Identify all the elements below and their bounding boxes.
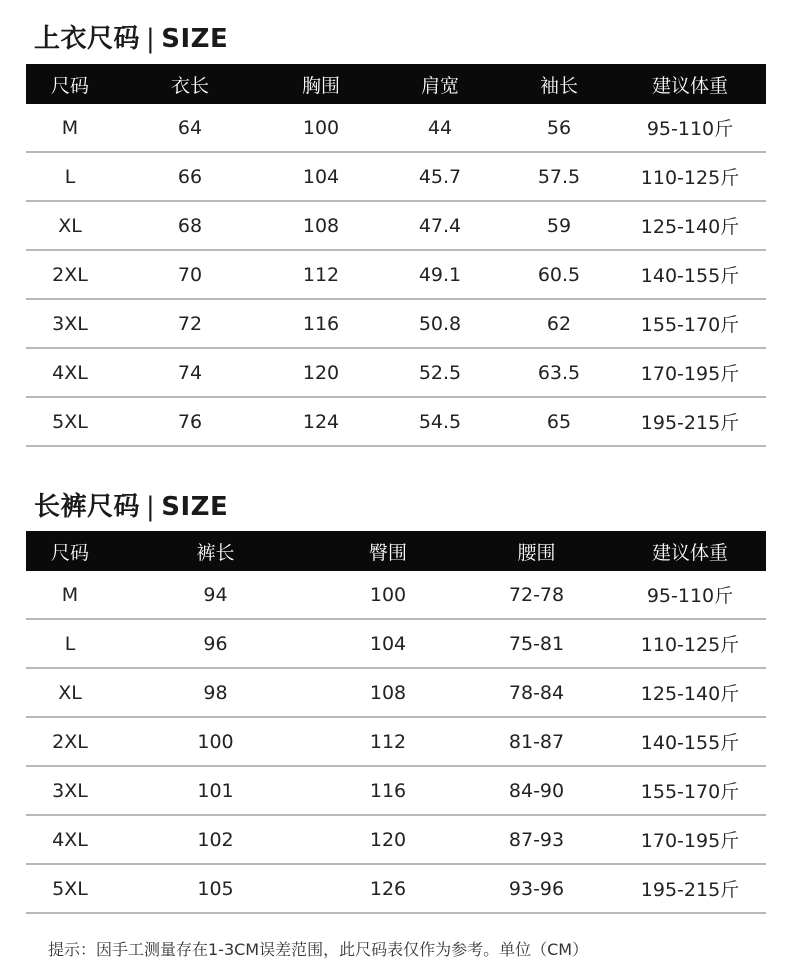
shirt-header-cell: 建议体重	[651, 74, 728, 97]
shirt-table-row	[26, 251, 766, 300]
shirt-table-cell: 110-125斤	[640, 167, 740, 189]
pants-table-header	[26, 531, 766, 571]
pants-table-cell: 4XL	[52, 828, 88, 851]
shirt-table-cell: 100	[302, 116, 340, 139]
shirt-table-cell: 63.5	[537, 361, 581, 384]
pants-size-title	[34, 486, 228, 523]
shirt-table-cell: 49.1	[418, 263, 462, 286]
shirt-table-cell: 170-195斤	[640, 363, 740, 385]
title-separator: |	[146, 492, 156, 522]
shirt-table-row	[26, 153, 766, 202]
pants-table-row	[26, 718, 766, 767]
shirt-table-cell: 112	[302, 263, 340, 286]
pants-table-body	[26, 571, 766, 914]
shirt-size-table	[26, 64, 766, 447]
shirt-header-cell: 衣长	[170, 74, 209, 97]
pants-table-cell: 125-140斤	[640, 683, 740, 705]
shirt-table-cell: 108	[302, 214, 340, 237]
pants-table-cell: 170-195斤	[640, 830, 740, 852]
shirt-table-cell: 54.5	[418, 410, 462, 433]
pants-table-row	[26, 620, 766, 669]
pants-table-cell: 100	[197, 730, 234, 753]
shirt-table-cell: 60.5	[537, 263, 581, 286]
pants-table-cell: 105	[197, 877, 234, 900]
shirt-table-header	[26, 64, 766, 104]
shirt-table-cell: 195-215斤	[640, 412, 740, 434]
shirt-table-cell: 116	[302, 312, 340, 335]
pants-table-row	[26, 865, 766, 914]
shirt-table-cell: 62	[546, 312, 572, 335]
pants-table-row	[26, 571, 766, 620]
shirt-table-cell: 120	[302, 361, 340, 384]
pants-table-cell: 78-84	[508, 681, 565, 704]
pants-table-cell: 95-110斤	[646, 585, 734, 607]
pants-table-cell: 72-78	[508, 583, 565, 606]
pants-table-cell: L	[64, 632, 76, 655]
pants-table-cell: 140-155斤	[640, 732, 740, 754]
pants-table-cell: M	[61, 583, 79, 606]
pants-table-row	[26, 816, 766, 865]
pants-table-cell: 98	[203, 681, 228, 704]
shirt-table-cell: 47.4	[418, 214, 462, 237]
pants-table-cell: 120	[369, 828, 407, 851]
pants-table-cell: 94	[203, 583, 228, 606]
pants-table-cell: 102	[197, 828, 234, 851]
shirt-table-row	[26, 398, 766, 447]
shirt-table-cell: 125-140斤	[640, 216, 740, 238]
pants-table-cell: 100	[369, 583, 407, 606]
shirt-table-cell: 72	[177, 312, 203, 335]
shirt-table-cell: 57.5	[537, 165, 581, 188]
pants-size-title-cn: 长裤尺码	[34, 492, 141, 522]
shirt-table-cell: 64	[177, 116, 203, 139]
shirt-table-row	[26, 104, 766, 153]
pants-table-row	[26, 767, 766, 816]
shirt-header-cell: 肩宽	[420, 74, 459, 97]
pants-table-cell: 110-125斤	[640, 634, 740, 656]
shirt-table-cell: 155-170斤	[640, 314, 740, 336]
pants-table-cell: 116	[369, 779, 407, 802]
shirt-table-body	[26, 104, 766, 447]
pants-header-cell: 建议体重	[651, 541, 728, 564]
shirt-header-cell: 尺码	[50, 74, 89, 97]
shirt-table-cell: 65	[546, 410, 572, 433]
shirt-table-cell: 104	[302, 165, 340, 188]
pants-table-cell: 2XL	[52, 730, 88, 753]
shirt-table-cell: 2XL	[52, 263, 88, 286]
pants-table-cell: 3XL	[52, 779, 88, 802]
shirt-table-cell: 52.5	[418, 361, 462, 384]
shirt-table-cell: M	[61, 116, 79, 139]
pants-size-title-en: SIZE	[161, 492, 229, 522]
pants-table-cell: 87-93	[508, 828, 565, 851]
shirt-header-cell: 胸围	[301, 74, 340, 97]
shirt-table-cell: 44	[427, 116, 453, 139]
pants-header-cell: 裤长	[196, 541, 235, 564]
pants-table-cell: 93-96	[508, 877, 565, 900]
shirt-table-cell: 68	[177, 214, 203, 237]
pants-table-cell: 96	[203, 632, 228, 655]
shirt-table-cell: 3XL	[52, 312, 88, 335]
pants-header-cell: 腰围	[517, 541, 556, 564]
shirt-table-cell: L	[64, 165, 76, 188]
pants-table-cell: 104	[369, 632, 407, 655]
pants-header-cell: 臀围	[368, 541, 407, 564]
shirt-table-row	[26, 300, 766, 349]
pants-header-cell: 尺码	[50, 541, 89, 564]
shirt-table-cell: 95-110斤	[646, 118, 734, 140]
shirt-table-cell: 5XL	[52, 410, 88, 433]
shirt-table-cell: 70	[177, 263, 203, 286]
shirt-size-title	[34, 18, 228, 55]
shirt-table-cell: 124	[302, 410, 340, 433]
pants-table-cell: 84-90	[508, 779, 565, 802]
pants-table-row	[26, 669, 766, 718]
shirt-table-row	[26, 202, 766, 251]
pants-table-cell: 126	[369, 877, 407, 900]
shirt-table-row	[26, 349, 766, 398]
shirt-table-cell: XL	[58, 214, 82, 237]
pants-table-cell: 112	[369, 730, 407, 753]
shirt-table-cell: 74	[177, 361, 203, 384]
pants-table-cell: 101	[197, 779, 234, 802]
shirt-table-cell: 50.8	[418, 312, 462, 335]
pants-size-table	[26, 531, 766, 914]
pants-table-cell: 108	[369, 681, 407, 704]
title-separator: |	[146, 24, 156, 54]
shirt-table-cell: 140-155斤	[640, 265, 740, 287]
shirt-table-cell: 76	[177, 410, 203, 433]
pants-table-cell: XL	[58, 681, 82, 704]
pants-table-cell: 81-87	[508, 730, 565, 753]
shirt-table-cell: 56	[546, 116, 572, 139]
measurement-note: 提示：因手工测量存在1-3CM误差范围，此尺码表仅作为参考。单位（CM）	[48, 940, 589, 959]
pants-table-cell: 155-170斤	[640, 781, 740, 803]
shirt-size-title-cn: 上衣尺码	[34, 24, 141, 54]
shirt-header-cell: 袖长	[539, 74, 578, 97]
shirt-table-cell: 4XL	[52, 361, 88, 384]
shirt-table-cell: 45.7	[418, 165, 462, 188]
pants-table-cell: 75-81	[508, 632, 565, 655]
pants-table-cell: 195-215斤	[640, 879, 740, 901]
shirt-table-cell: 59	[546, 214, 572, 237]
pants-table-cell: 5XL	[52, 877, 88, 900]
shirt-size-title-en: SIZE	[161, 24, 229, 54]
shirt-table-cell: 66	[177, 165, 203, 188]
